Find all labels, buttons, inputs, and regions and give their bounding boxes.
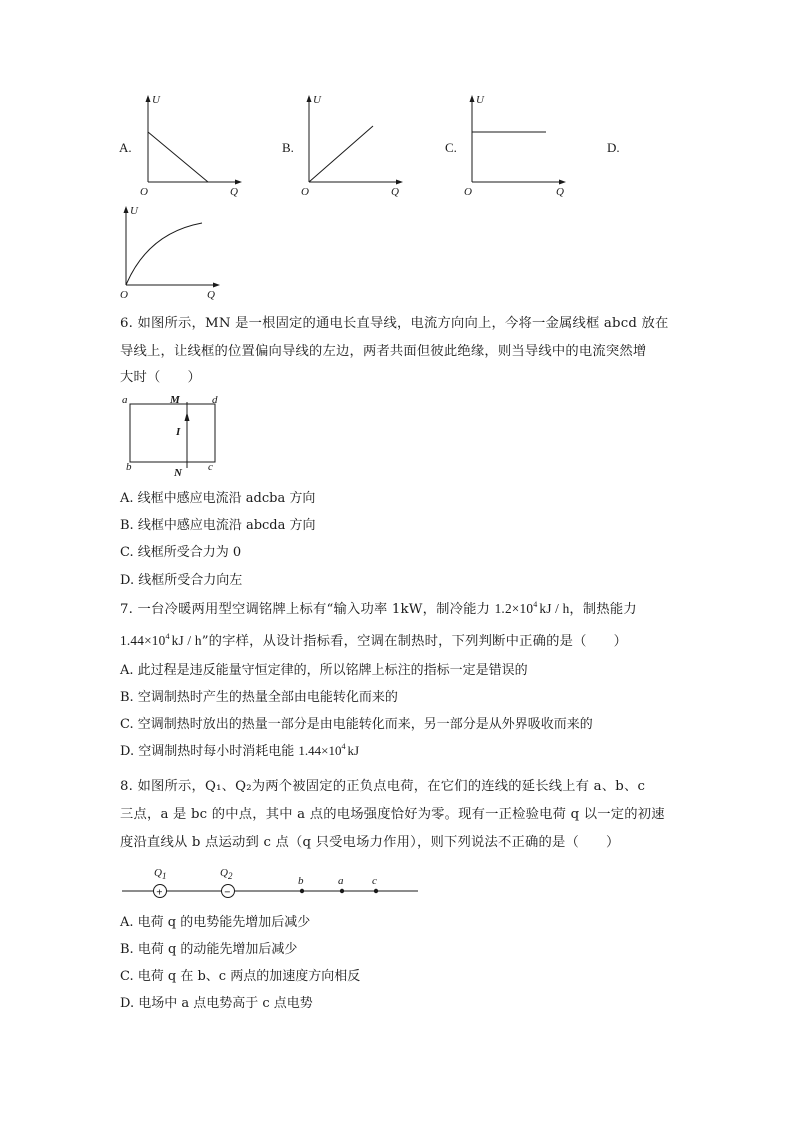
q6-choice-d[interactable]: D. 线框所受合力向左 bbox=[120, 573, 243, 588]
q6-stem-line2: 导线上，让线框的位置偏向导线的左边，两者共面但彼此绝缘，则当导线中的电流突然增 bbox=[120, 344, 647, 359]
axis-q-label: Q bbox=[391, 186, 399, 197]
point-c-label: c bbox=[372, 875, 377, 887]
q2-label: $Q_2$ bbox=[220, 867, 233, 881]
axis-u-label: U bbox=[152, 94, 160, 106]
q8-stem-line3: 度沿直线从 b 点运动到 c 点（q 只受电场力作用），则下列说法不正确的是（ ） bbox=[120, 835, 620, 850]
graph-d bbox=[114, 203, 226, 305]
axis-q-label: Q bbox=[556, 186, 564, 197]
point-c-dot bbox=[374, 889, 378, 893]
q7-choice-d-text: D. 空调制热时每小时消耗电能 bbox=[120, 744, 299, 759]
q6-choice-c[interactable]: C. 线框所受合力为 0 bbox=[120, 545, 242, 560]
point-charges-diagram bbox=[118, 858, 428, 904]
graph-a bbox=[136, 92, 248, 197]
q7-line1-text: 7. 一台冷暖两用型空调铭牌上标有“输入功率 1kW，制冷能力 bbox=[120, 602, 495, 617]
origin-label: O bbox=[301, 186, 309, 197]
q7-choice-d[interactable] bbox=[120, 740, 359, 759]
q6-stem-line1: 6. 如图所示，MN 是一根固定的通电长直导线，电流方向向上，今将一金属线框 abcd 放在 bbox=[120, 316, 669, 331]
axis-u-label: U bbox=[130, 205, 138, 217]
cooling-capacity-exponent: 4 bbox=[533, 600, 538, 609]
q1-label: $Q_1$ bbox=[154, 867, 167, 881]
q7-choice-b[interactable]: B. 空调制热时产生的热量全部由电能转化而来的 bbox=[120, 690, 398, 705]
axis-q-label: Q bbox=[230, 186, 238, 197]
origin-label: O bbox=[464, 186, 472, 197]
axis-u-label: U bbox=[313, 94, 321, 106]
q7-choice-c[interactable]: C. 空调制热时放出的热量一部分是由电能转化而来，另一部分是从外界吸收而来的 bbox=[120, 717, 593, 732]
wire-frame-diagram bbox=[118, 390, 228, 478]
option-b-label: B. bbox=[282, 140, 294, 155]
metal-frame bbox=[130, 404, 215, 462]
q8-choice-a[interactable]: A. 电荷 q 的电势能先增加后减少 bbox=[120, 915, 311, 930]
q7-line1-tail: ，制热能力 bbox=[569, 602, 637, 617]
axis-q-label: Q bbox=[207, 289, 215, 301]
point-a-dot bbox=[340, 889, 344, 893]
axis-u-label: U bbox=[476, 94, 484, 106]
corner-a-label: a bbox=[122, 394, 128, 406]
heating-capacity-unit: kJ / h bbox=[171, 633, 202, 648]
energy-exponent: 4 bbox=[341, 742, 346, 751]
q8-stem-line2: 三点，a 是 bc 的中点，其中 a 点的电场强度恰好为零。现有一正检验电荷 q 以一定的初速 bbox=[120, 807, 665, 822]
current-arrow-icon bbox=[185, 412, 190, 421]
cooling-capacity-unit: kJ / h bbox=[539, 601, 570, 616]
option-c-label: C. bbox=[445, 140, 457, 155]
q7-line2-tail: ”的字样，从设计指标看，空调在制热时，下列判断中正确的是（ ） bbox=[201, 634, 628, 649]
point-b-dot bbox=[300, 889, 304, 893]
energy-unit: kJ bbox=[347, 743, 360, 758]
energy-value: 1.44×10 bbox=[298, 743, 342, 758]
q7-choice-a[interactable]: A. 此过程是违反能量守恒定律的，所以铭牌上标注的指标一定是错误的 bbox=[120, 663, 528, 678]
graph-c bbox=[460, 92, 572, 197]
q6-stem-line3: 大时（ ） bbox=[120, 370, 201, 385]
wire-end-n-label: N bbox=[174, 467, 182, 478]
point-b-label: b bbox=[298, 875, 304, 887]
q8-choice-c[interactable]: C. 电荷 q 在 b、c 两点的加速度方向相反 bbox=[120, 969, 361, 984]
option-a-label: A. bbox=[119, 140, 132, 155]
point-a-label: a bbox=[338, 875, 344, 887]
corner-d-label: d bbox=[212, 394, 218, 406]
heating-capacity-exponent: 4 bbox=[165, 632, 170, 641]
corner-c-label: c bbox=[208, 461, 213, 473]
q7-stem-line1 bbox=[120, 598, 637, 617]
corner-b-label: b bbox=[126, 461, 132, 473]
wire-end-m-label: M bbox=[170, 394, 180, 406]
origin-label: O bbox=[120, 289, 128, 301]
q6-choice-a[interactable]: A. 线框中感应电流沿 adcba 方向 bbox=[120, 491, 316, 506]
origin-label: O bbox=[140, 186, 148, 197]
q6-choice-b[interactable]: B. 线框中感应电流沿 abcda 方向 bbox=[120, 518, 316, 533]
current-i-label: I bbox=[176, 426, 181, 438]
plus-sign: + bbox=[156, 886, 163, 899]
cooling-capacity-value: 1.2×10 bbox=[494, 601, 534, 616]
heating-capacity-value: 1.44×10 bbox=[120, 633, 166, 648]
minus-sign: − bbox=[224, 886, 231, 899]
q8-choice-b[interactable]: B. 电荷 q 的动能先增加后减少 bbox=[120, 942, 298, 957]
graph-b bbox=[297, 92, 409, 197]
option-d-label: D. bbox=[607, 140, 620, 155]
q8-stem-line1: 8. 如图所示，Q₁、Q₂为两个被固定的正负点电荷，在它们的连线的延长线上有 a、b、c bbox=[120, 779, 646, 794]
q8-choice-d[interactable]: D. 电场中 a 点电势高于 c 点电势 bbox=[120, 996, 313, 1011]
q7-stem-line2 bbox=[120, 630, 627, 649]
